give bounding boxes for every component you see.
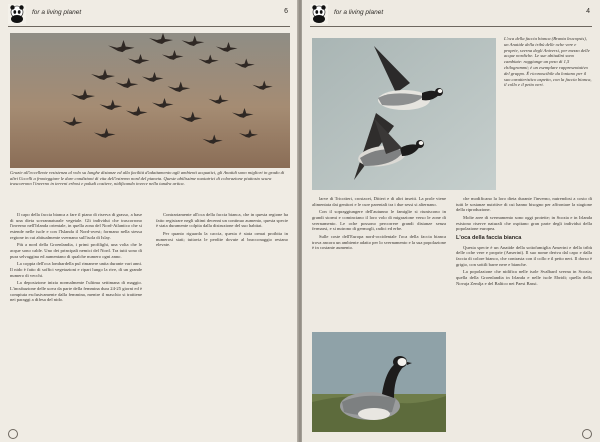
corner-mark-icon — [8, 429, 18, 439]
paragraph: larve di Tricotteri, crostacei, Ditteri e di altri insetti. La prole viene alimentata dai genitori e le cure parentali tra i due sessi si alternano. — [312, 196, 446, 207]
panda-logo-icon — [310, 4, 328, 24]
page-header — [8, 2, 290, 26]
tagline: for a living planet — [32, 9, 82, 16]
corner-mark-icon — [582, 429, 592, 439]
text-column-1 — [10, 212, 142, 305]
side-caption: L'oca della faccia bianca (Branta leucopsis), un Anatide della tribù delle oche vere e proprie, sverna degli Aniversi, per mezzo delle acque nordiche. Le sue abitudini sono cambiate: raggiunge un peso di 1,5 chilogrammi; è un esemplare rappresentativo del gruppo. È riconoscibile da lontano per il suo caratteristico aspetto, con la faccia bianca, il collo e il petto neri. — [504, 36, 592, 88]
paragraph: La popolazione che nidifica nelle isole Svalbard sverna in Scozia; quella della Groenlandia in Irlanda e nelle isole Ebridi; quella della Novaja Zemlja e del Baltico nei Paesi Bassi. — [456, 269, 592, 286]
header-rule — [310, 26, 592, 27]
paragraph: Più a nord della Groenlandia, i primi profilighi, una volta che le acque sono calde. Uno dei principali nemici del Nord. Tra tutti sono di pura selvaggina ed aumentano di qualche numero ogni anno. — [10, 242, 142, 259]
page-number: 6 — [284, 8, 288, 15]
paragraph: La coppia dell'oca lombardella pul rimanere unita durante vari anni. Il nido è fatto di soffici vegetazioni e ripari lungo la rive, di un grande numero di vecchi. — [10, 261, 142, 278]
paragraph: che modificano la loro dieta durante l'inverno, nutrendosi a costo di tutti le sostanze nutritive di cui hanno bisogno per affrontare la stagione della riproduzione. — [456, 196, 592, 213]
photo-caption: Grazie all'eccellente resistenza al volo su lunghe distanze ed alla facilità d'adattamento agli ambienti acquatici, gli Anatidi sono migliori in grado di altri Uccelli a fronteggiare le dure condizioni di vita dell'estremo nord del pianeta. Queste abilissime nuotatrici di colorazione piuttosto scura trascorrono l'inverno in terreni erbosi e paludi costiere, nidificando invece nella tundra artica. — [10, 170, 285, 187]
header-rule — [8, 26, 290, 27]
tagline: for a living planet — [334, 9, 384, 16]
text-column-1 — [312, 196, 446, 253]
text-column-2 — [456, 196, 592, 288]
page-number: 4 — [586, 8, 590, 15]
goose-on-grass-photo — [312, 332, 446, 432]
paragraph: Il capo della faccia bianca a fare il piano di riserva di grasso, a base di una dieta sovrannaturale vegetale. Gli individui che trascorrono l'inverno nell'Irlanda orientale, in quella zona del Nord-Atlantico che si estende nelle isole e con l'Islanda il Nord-ovest; formano nella stessa regione in cui abitualmente svernano sull'isola di Islay. — [10, 212, 142, 240]
geese-in-flight-photo — [312, 38, 496, 190]
paragraph: Per quanto riguarda la caccia, questa è stata ormai proibita in numerosi stati; tuttavia le perdite dovute al bracconaggio restano elevate. — [156, 230, 288, 248]
paragraph: Con il sopraggiungere dell'autunno le famiglie si riuniscono in grandi stormi e cominciano il loro volo di migrazione verso le zone di svernamento. Le oche possono percorrere grandi distanze senza fermarsi, e si nutrono di germogli, radici ed erbe. — [312, 209, 446, 232]
right-page — [302, 0, 600, 442]
paragraph: Molte aree di svernamento sono oggi protette; in Scozia e in Irlanda esistono riserve naturali che ospitano gran parte degli individui della popolazione europea. — [456, 214, 592, 232]
page-header — [310, 2, 592, 26]
paragraph: Contrariamente all'oca della faccia bianca, che in questa regione ha fatto registrare negli ultimi decenni un continuo aumento, questa specie è stata duramente colpita dalla distruzione del suo habitat. — [156, 212, 288, 229]
left-page — [0, 0, 298, 442]
paragraph: La deposizione inizia normalmente l'ultima settimana di maggio. L'incubazione delle uova da parte della femmina dura 24-25 giorni ed è compiuta esclusivamente dalla femmina, mentre il maschio si trattiene nei paraggi a difesa del nido. — [10, 280, 142, 303]
text-column-2 — [156, 212, 288, 250]
panda-logo-icon — [8, 4, 26, 24]
paragraph: Questa specie è un Anatide della sottofamiglia Anserini e della tribù delle oche vere e proprie (Anserini). Il suo nome deriva dal capo e dalla faccia di colore bianco, che contrasta con il collo e il petto neri. Il dorso è grigio, con sottili barre nere e bianche. — [456, 244, 592, 267]
paragraph: Sulle coste dell'Europa nord-occidentale l'oca della faccia bianca trova ancora un ambiente adatto per lo svernamento e la sua popolazione è in costante aumento. — [312, 233, 446, 251]
flying-geese-photo — [10, 33, 290, 168]
section-heading: L'oca della faccia bianca — [456, 234, 522, 241]
